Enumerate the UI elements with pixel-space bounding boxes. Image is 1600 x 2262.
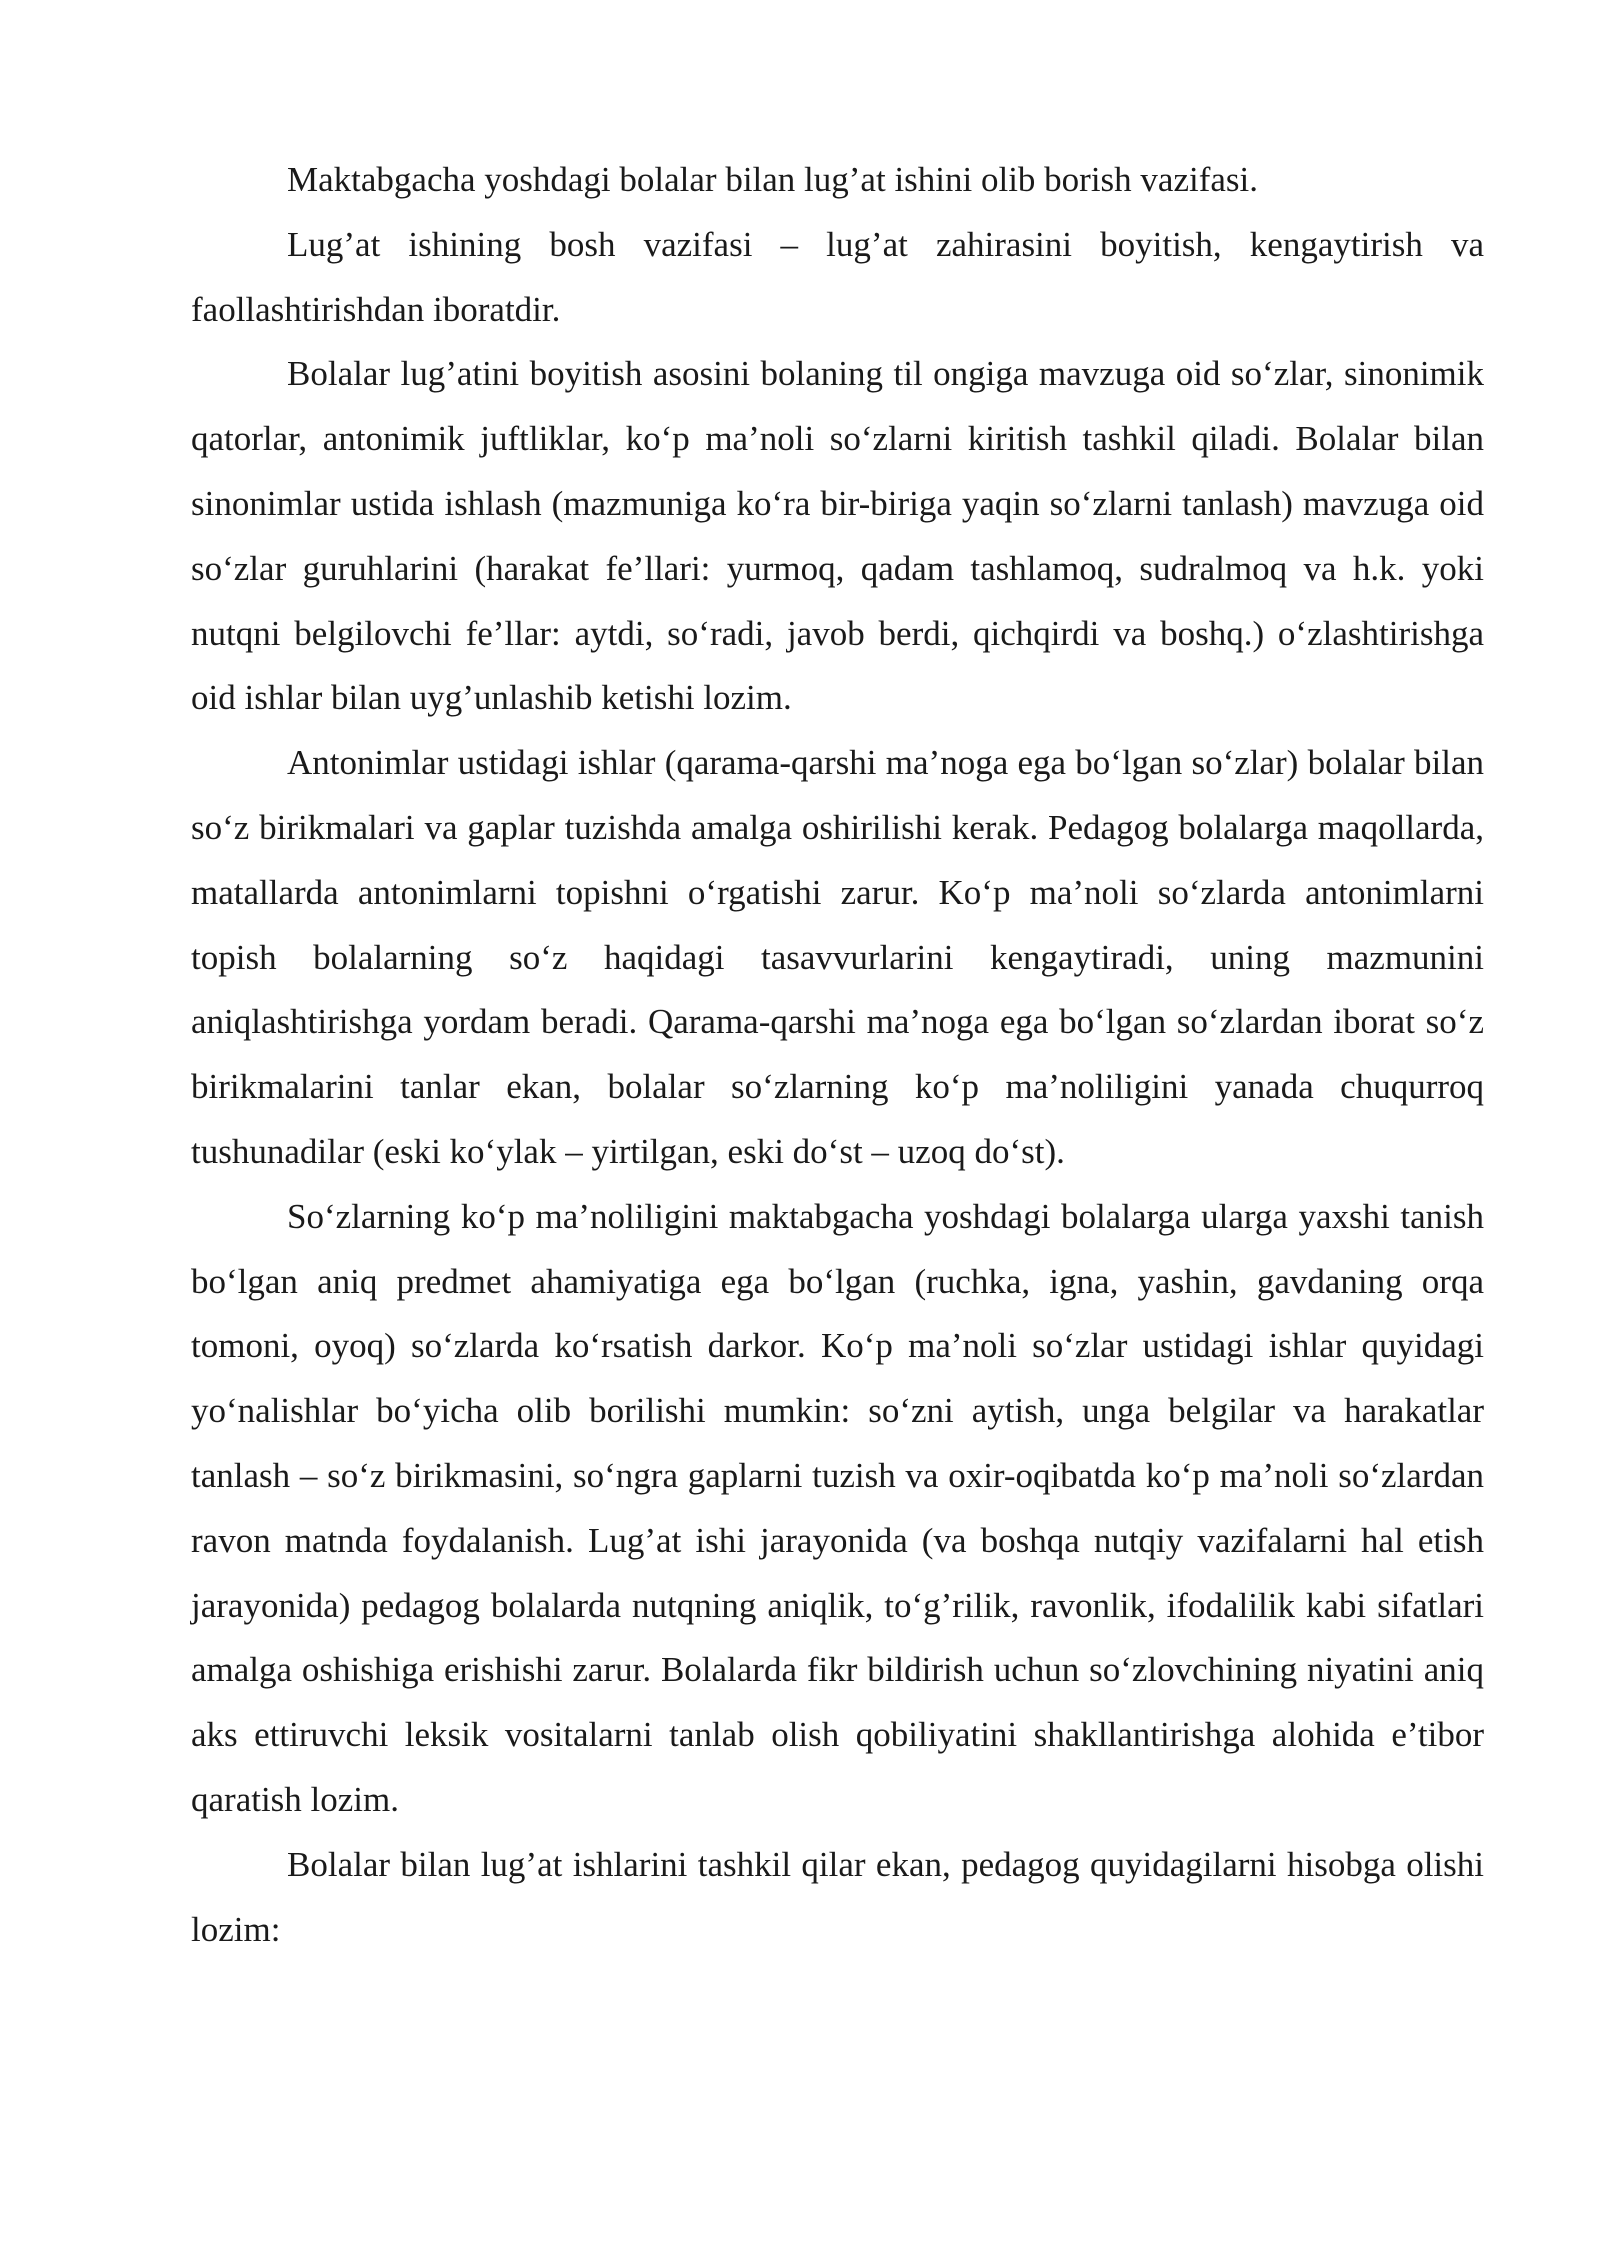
- paragraph-main-task: Lug’at ishining bosh vazifasi – lug’at zahirasini boyitish, kengaytirish va faollashtirishdan iboratdir.: [191, 224, 1484, 329]
- paragraph-conclusion: Bolalar bilan lug’at ishlarini tashkil qilar ekan, pedagog quyidagilarni hisobga olishi lozim:: [191, 1844, 1484, 1949]
- paragraph-enriching-vocabulary: Bolalar lug’atini boyitish asosini bolaning til ongiga mavzuga oid so‘zlar, sinonimik qatorlar, antonimik juftliklar, ko‘p ma’noli so‘zlarni kiritish tashkil qiladi. Bolalar bilan sinonimlar ustida ishlash (mazmuniga ko‘ra bir-biriga yaqin so‘zlarni tanlash) mavzuga oid so‘zlar guruhlarini (harakat fe’llari: yurmoq, qadam tashlamoq, sudralmoq va h.k. yoki nutqni belgilovchi fe’llar: aytdi, so‘radi, javob berdi, qichqirdi va boshq.) o‘zlashtirishga oid ishlar bilan uyg’unlashib ketishi lozim.: [191, 354, 1484, 718]
- paragraph-heading-task: Maktabgacha yoshdagi bolalar bilan lug’at ishini olib borish vazifasi.: [287, 160, 1259, 199]
- paragraph-polysemy: So‘zlarning ko‘p ma’noliligini maktabgacha yoshdagi bolalarga ularga yaxshi tanish bo‘lgan aniq predmet ahamiyatiga ega bo‘lgan (ruchka, igna, yashin, gavdaning orqa tomoni, oyoq) so‘zlarda ko‘rsatish darkor. Ko‘p ma’noli so‘zlar ustidagi ishlar quyidagi yo‘nalishlar bo‘yicha olib borilishi mumkin: so‘zni aytish, unga belgilar va harakatlar tanlash – so‘z birikmasini, so‘ngra gaplarni tuzish va oxir-oqibatda ko‘p ma’noli so‘zlardan ravon matnda foydalanish. Lug’at ishi jarayonida (va boshqa nutqiy vazifalarni hal etish jarayonida) pedagog bolalarda nutqning aniqlik, to‘g’rilik, ravonlik, ifodalilik kabi sifatlari amalga oshishiga erishishi zarur. Bolalarda fikr bildirish uchun so‘zlovchining niyatini aniq aks ettiruvchi leksik vositalarni tanlab olish qobiliyatini shakllantirishga alohida e’tibor qaratish lozim.: [191, 1196, 1484, 1819]
- document-page: [191, 148, 1484, 1962]
- paragraph-antonyms: Antonimlar ustidagi ishlar (qarama-qarshi ma’noga ega bo‘lgan so‘zlar) bolalar bilan so‘z birikmalari va gaplar tuzishda amalga oshirilishi kerak. Pedagog bolalarga maqollarda, matallarda antonimlarni topishni o‘rgatishi zarur. Ko‘p ma’noli so‘zlarda antonimlarni topish bolalarning so‘z haqidagi tasavvurlarini kengaytiradi, uning mazmunini aniqlashtirishga yordam beradi. Qarama-qarshi ma’noga ega bo‘lgan so‘zlardan iborat so‘z birikmalarini tanlar ekan, bolalar so‘zlarning ko‘p ma’noliligini yanada chuqurroq tushunadilar (eski ko‘ylak – yirtilgan, eski do‘st – uzoq do‘st).: [191, 743, 1484, 1171]
